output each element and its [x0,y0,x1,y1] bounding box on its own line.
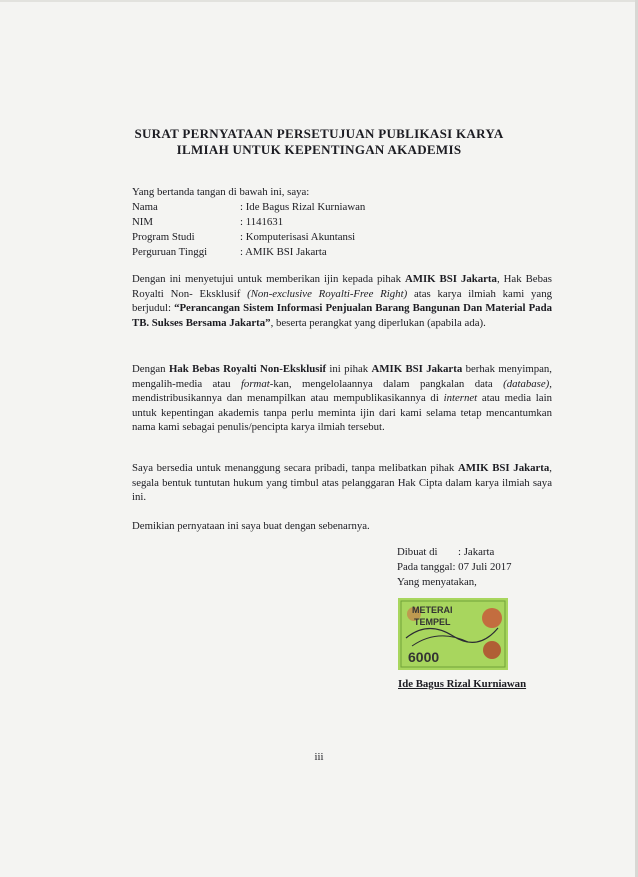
document-title-line2: ILMIAH UNTUK KEPENTINGAN AKADEMIS [176,142,462,157]
stamp-text-2: TEMPEL [414,617,451,627]
place-value: : Jakarta [458,546,495,558]
place-label: Dibuat di [397,546,438,558]
page-number: iii [314,751,324,763]
paragraph-rights: Dengan Hak Bebas Royalti Non-Eksklusif ini pihak AMIK BSI Jakarta berhak menyimpan, mengalih-media atau format-kan, mengelolaannya dalam pangkalan data (database), mendistribusikannya dan menampilkan atau mempublikasikannya di internet atau media lain untuk kepentingan akademis tanpa perlu meminta ijin dari kami selama tetap mencantumkan nama kami sebagai penulis/pencipta karya ilmiah tersebut. [132,363,553,434]
identity-label: Program Studi [132,231,195,243]
identity-label: Perguruan Tinggi [132,246,208,258]
stamp-value: 6000 [408,649,440,665]
intro-text: Yang bertanda tangan di bawah ini, saya: [132,186,310,198]
signature-date: Pada tanggal: 07 Juli 2017 [397,561,512,573]
signature-place [397,545,495,560]
identity-value: : 1141631 [240,216,284,228]
scan-edge-top [0,0,638,2]
garuda-emblem [482,608,502,628]
closing-statement: Demikian pernyataan ini saya buat dengan sebenarnya. [132,520,370,532]
flower-emblem [483,641,501,659]
identity-label: NIM [132,216,153,228]
identity-value: : Ide Bagus Rizal Kurniawan [240,201,366,213]
signatory-name: Ide Bagus Rizal Kurniawan [398,678,527,690]
identity-value: : Komputerisasi Akuntansi [240,231,356,243]
identity-value: : AMIK BSI Jakarta [240,246,327,258]
revenue-stamp [398,598,508,670]
paragraph-consent: Dengan ini menyetujui untuk memberikan ijin kepada pihak AMIK BSI Jakarta, Hak Bebas Royalti Non- Eksklusif (Non-exclusive Royalti-Free Right) atas karya ilmiah kami yang berjudul: “Perancangan Sistem Informasi Penjualan Barang Bangunan Dan Material Pada TB. Sukses Bersama Jakarta”, beserta perangkat yang diperlukan (apabila ada). [132,273,552,329]
document-title-line1: SURAT PERNYATAAN PERSETUJUAN PUBLIKASI KARYA [134,126,504,141]
stamp-text-1: METERAI [412,605,453,615]
identity-label: Nama [132,201,158,213]
signature-statement: Yang menyatakan, [397,576,477,588]
paragraph-liability: Saya bersedia untuk menanggung secara pribadi, tanpa melibatkan pihak AMIK BSI Jakarta, segala bentuk tuntutan hukum yang timbul atas pelanggaran Hak Cipta dalam karya ilmiah saya ini. [132,462,552,504]
